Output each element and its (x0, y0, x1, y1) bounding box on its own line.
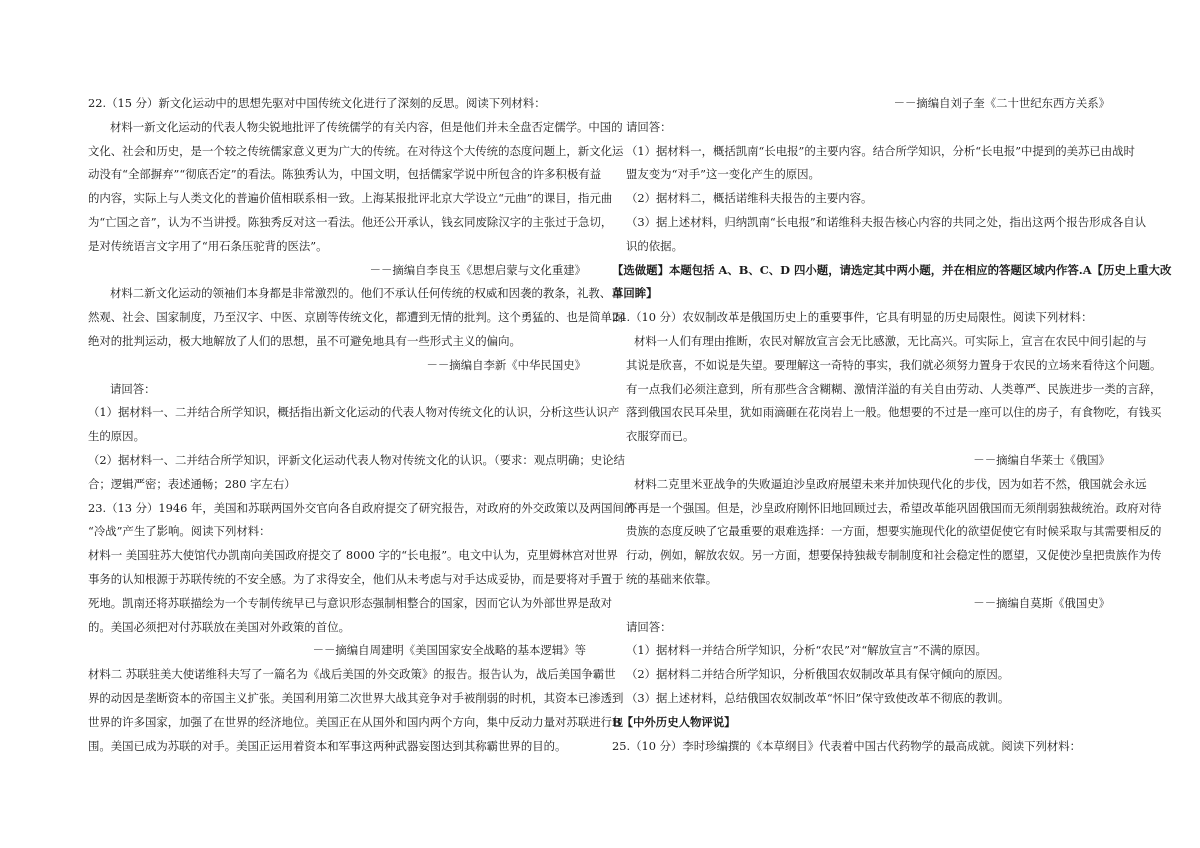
left-text-line: 为“亡国之音”，认为不当讲授。陈独秀反对这一看法。他还公开承认，钱玄同废除汉字的主张过于急切， (88, 214, 613, 229)
left-source-line: －－摘编自周建明《美国国家安全战略的基本逻辑》等 (312, 643, 586, 658)
right-text-line: （2）据材料二并结合所学知识，分析俄国农奴制改革具有保守倾向的原因。 (626, 667, 1010, 682)
left-text-line: “冷战”产生了影响。阅读下列材料： (88, 524, 271, 539)
left-text-line: （2）据材料一、二并结合所学知识，评新文化运动代表人物对传统文化的认识。（要求：观点明确；史论结 (88, 452, 625, 467)
right-text-line: B【中外历史人物评说】 (612, 714, 736, 729)
left-text-line: 生的原因。 (88, 429, 145, 444)
right-text-line: （3）据上述材料，总结俄国农奴制改革“怀旧”保守致使改革不彻底的教训。 (626, 690, 1010, 705)
right-text-line: 统的基础来依靠。 (626, 571, 718, 586)
right-text-line: 革回眸】 (612, 286, 658, 301)
left-text-line: 材料二 苏联驻美大使诺维科夫写了一篇名为《战后美国的外交政策》的报告。报告认为，战后美国争霸世 (88, 667, 616, 682)
right-text-line: 贵族的态度反映了它最重要的艰难选择：一方面，想要实施现代化的欲望促使它有时候采取与其需要相反的 (626, 524, 1162, 539)
right-text-line: 不再是一个强国。但是，沙皇政府刚怀旧地回顾过去，希望改革能巩固俄国而无须削弱独裁统治。政府对待 (626, 500, 1162, 515)
left-text-line: 然观、社会、国家制度，乃至汉字、中医、京剧等传统文化，都遭到无情的批判。这个勇猛的、也是简单而 (88, 310, 624, 325)
left-text-line: 材料一新文化运动的代表人物尖锐地批评了传统儒学的有关内容，但是他们并未全盘否定儒学。中国的 (110, 119, 623, 134)
right-text-line: 25.（10 分）李时珍编撰的《本草纲目》代表着中国古代药物学的最高成就。阅读下列材料： (612, 738, 1082, 753)
left-text-line: 动没有“全部摒弃”“彻底否定”的看法。陈独秀认为，中国文明，包括儒家学说中所包含的许多积极有益 (88, 167, 602, 182)
right-column (612, 92, 1172, 758)
right-text-line: （3）据上述材料，归纳凯南“长电报”和诺维科夫报告核心内容的共同之处，指出这两个报告形成各自认 (626, 214, 1147, 229)
right-text-line: 行动，例如，解放农奴。另一方面，想要保持独裁专制制度和社会稳定性的愿望，又促使沙皇把贵族作为传 (626, 548, 1162, 563)
left-text-line: 材料一 美国驻苏大使馆代办凯南向美国政府提交了 8000 字的“长电报”。电文中认为，克里姆林宫对世界 (88, 548, 618, 563)
right-source-line: －－摘编自刘子奎《二十世纪东西方关系》 (893, 96, 1110, 110)
right-text-line: 材料一人们有理由推断，农民对解放宣言会无比感激，无比高兴。可实际上，宣言在农民中间引起的与 (634, 333, 1147, 348)
left-text-line: 材料二新文化运动的领袖们本身都是非常激烈的。他们不承认任何传统的权威和因袭的教条，礼教、自 (110, 286, 623, 301)
right-text-line: （1）据材料一并结合所学知识，分析“农民”对“解放宣言”不满的原因。 (626, 643, 987, 658)
left-text-line: 围。美国已成为苏联的对手。美国正运用着资本和军事这两种武器妄图达到其称霸世界的目的。 (88, 738, 567, 753)
right-text-line: 【选做题】本题包括 A、B、C、D 四小题，请选定其中两小题，并在相应的答题区域内作答.A【历史上重大改 (612, 262, 1172, 277)
right-text-line: 有一点我们必须注意到，所有那些含含糊糊、激情洋溢的有关自由劳动、人类尊严、民族进步一类的言辞， (626, 381, 1162, 396)
left-text-line: 界的动因是垄断资本的帝国主义扩张。美国利用第二次世界大战其竞争对手被削弱的时机，其资本已渗透到 (88, 690, 624, 705)
left-text-line: 合；逻辑严密；表述通畅；280 字左右） (88, 476, 296, 491)
right-text-line: 衣服穿而已。 (626, 429, 695, 444)
right-source-line: －－摘编自莫斯《俄国史》 (973, 595, 1110, 610)
right-text-line: 识的依据。 (626, 238, 683, 253)
left-text-line: 世界的许多国家，加强了在世界的经济地位。美国正在从国外和国内两个方向，集中反动力量对苏联进行包 (88, 714, 624, 729)
left-text-line: 事务的认知根源于苏联传统的不安全感。为了求得安全，他们从未考虑与对手达成妥协，而是要将对手置于 (88, 571, 624, 586)
left-text-line: （1）据材料一、二并结合所学知识，概括指出新文化运动的代表人物对传统文化的认识，分析这些认识产 (88, 405, 620, 420)
left-text-line: 23.（13 分）1946 年，美国和苏联两国外交官向各自政府提交了研究报告，对政府的外交政策以及两国间的 (88, 500, 636, 515)
right-source-line: －－摘编自华莱士《俄国》 (973, 452, 1110, 467)
left-text-line: 请回答： (110, 381, 156, 396)
right-text-line: （2）据材料二，概括诺维科夫报告的主要内容。 (626, 191, 873, 206)
left-text-line: 文化、社会和历史，是一个较之传统儒家意义更为广大的传统。在对待这个大传统的态度问题上，新文化运 (88, 143, 624, 158)
left-text-line: 死地。凯南还将苏联描绘为一个专制传统早已与意识形态强制相整合的国家，因而它认为外部世界是敌对 (88, 595, 612, 610)
right-text-line: 落到俄国农民耳朵里，犹如雨滴砸在花岗岩上一般。他想要的不过是一座可以住的房子，有食物吃，有钱买 (626, 405, 1162, 420)
right-text-line: 盟友变为“对手”这一变化产生的原因。 (626, 167, 820, 182)
right-text-line: 请回答： (626, 619, 672, 634)
left-source-line: －－摘编自李良玉《思想启蒙与文化重建》 (369, 262, 586, 277)
left-text-line: 绝对的批判运动，极大地解放了人们的思想，虽不可避免地具有一些形式主义的偏向。 (88, 333, 521, 348)
right-text-line: 请回答： (626, 119, 672, 134)
right-text-line: 材料二克里米亚战争的失败逼迫沙皇政府展望未来并加快现代化的步伐，因为如若不然，俄国就会永远 (634, 476, 1147, 491)
left-text-line: 的内容，实际上与人类文化的普遍价值相联系相一致。上海某报批评北京大学设立“元曲”的课目，指元曲 (88, 191, 613, 206)
left-text-line: 的。美国必须把对付苏联放在美国对外政策的首位。 (88, 619, 350, 634)
left-text-line: 22.（15 分）新文化运动中的思想先驱对中国传统文化进行了深刻的反思。阅读下列材料： (88, 96, 546, 110)
left-text-line: 是对传统语言文字用了“用石条压驼背的医法”。 (88, 238, 328, 253)
left-source-line: －－摘编自李新《中华民国史》 (426, 357, 586, 372)
right-text-line: 24.（10 分）农奴制改革是俄国历史上的重要事件，它具有明显的历史局限性。阅读下列材料： (612, 310, 1093, 325)
right-text-line: （1）据材料一，概括凯南“长电报”的主要内容。结合所学知识，分析“长电报”中提到的美苏已由战时 (626, 143, 1135, 158)
right-text-line: 其说是欣喜，不如说是失望。要理解这一奇特的事实，我们就必须努力置身于农民的立场来看待这个问题。 (626, 357, 1162, 372)
